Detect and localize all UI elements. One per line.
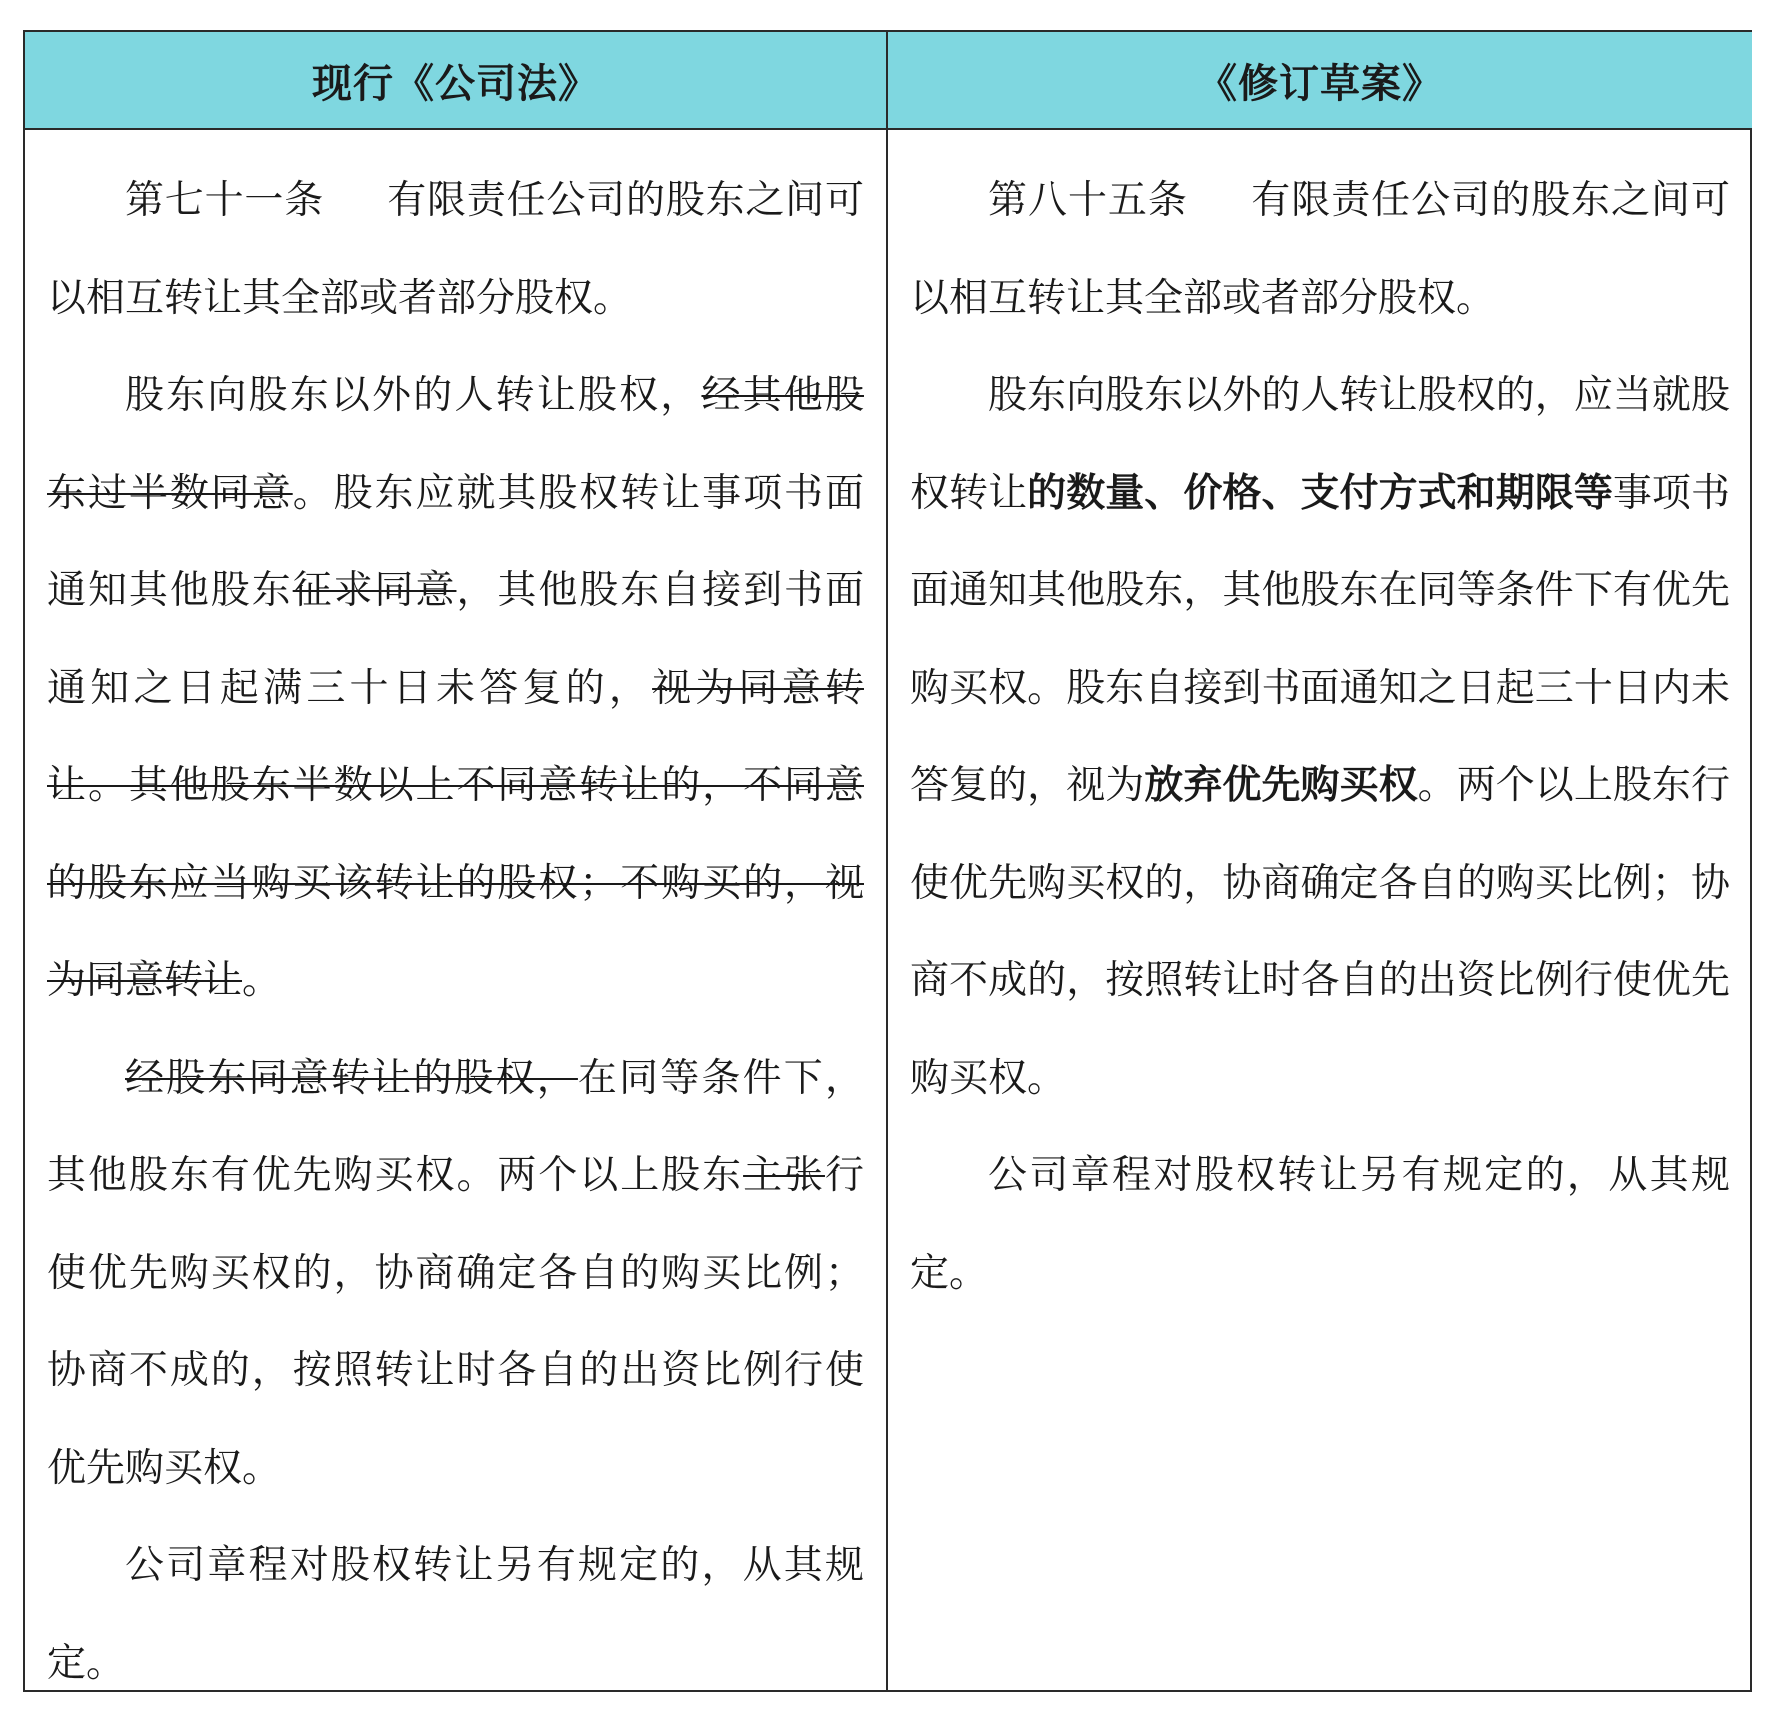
text-segment: 。 — [242, 958, 282, 1003]
current-law-column — [25, 130, 888, 1690]
deleted-text: 经股东同意转让的股权， — [125, 1055, 578, 1101]
text-segment: 行使优先购买权的，协商确定各自的购买比例；协商不成的，按照转让时各自的出资比例行使优先购买权。 — [47, 1153, 864, 1491]
revision-draft-paragraph-2 — [910, 347, 1730, 1127]
header-current-law: 现行《公司法》 — [25, 32, 888, 130]
text-segment: 在同等条件下，其他股东有优先购买权。两个以上股东 — [47, 1055, 864, 1198]
revision-draft-column — [888, 130, 1752, 1690]
added-text: 放弃优先购买权 — [1144, 763, 1418, 808]
current-law-article-number: 第七十一条 — [125, 178, 324, 223]
header-revision-draft: 《修订草案》 — [888, 32, 1752, 130]
current-law-paragraph-3 — [47, 1030, 864, 1518]
revision-draft-paragraph-3: 公司章程对股权转让另有规定的，从其规定。 — [910, 1153, 1730, 1296]
comparison-table — [23, 30, 1752, 1692]
deleted-text: 经其他股东过半数同意 — [47, 373, 864, 516]
revision-draft-paragraph-1 — [910, 152, 1730, 347]
text-segment: 。股东应就其股权转让事项书面通知其他股东 — [47, 470, 864, 613]
text-segment: 。两个以上股东行使优先购买权的，协商确定各自的购买比例；协商不成的，按照转让时各自的出资比例行使优先购买权。 — [910, 763, 1730, 1101]
deleted-text: 主张 — [743, 1153, 825, 1198]
deleted-text: 征求同意 — [292, 568, 457, 613]
text-segment: 股东向股东以外的人转让股权的，应当就股权转让 — [910, 373, 1730, 516]
current-law-paragraph-2 — [47, 347, 864, 1030]
current-law-paragraph-1 — [47, 152, 864, 347]
added-text: 的数量、价格、支付方式和期限等 — [1027, 470, 1613, 516]
revision-draft-article-number: 第八十五条 — [988, 178, 1188, 223]
text-segment: 股东向股东以外的人转让股权， — [125, 373, 702, 418]
revision-draft-article-text: 有限责任公司的股东之间可以相互转让其全部或者部分股权。 — [910, 178, 1730, 321]
current-law-paragraph-4: 公司章程对股权转让另有规定的，从其规定。 — [47, 1543, 864, 1686]
deleted-text: 视为同意转让。其他股东半数以上不同意转让的，不同意的股东应当购买该转让的股权；不购买的，视为同意转让 — [47, 665, 864, 1003]
text-segment: ，其他股东自接到书面通知之日起满三十日未答复的， — [47, 568, 864, 711]
text-segment: 事项书面通知其他股东，其他股东在同等条件下有优先购买权。股东自接到书面通知之日起三十日内未答复的，视为 — [910, 470, 1730, 808]
current-law-article-text: 有限责任公司的股东之间可以相互转让其全部或者部分股权。 — [47, 178, 864, 321]
